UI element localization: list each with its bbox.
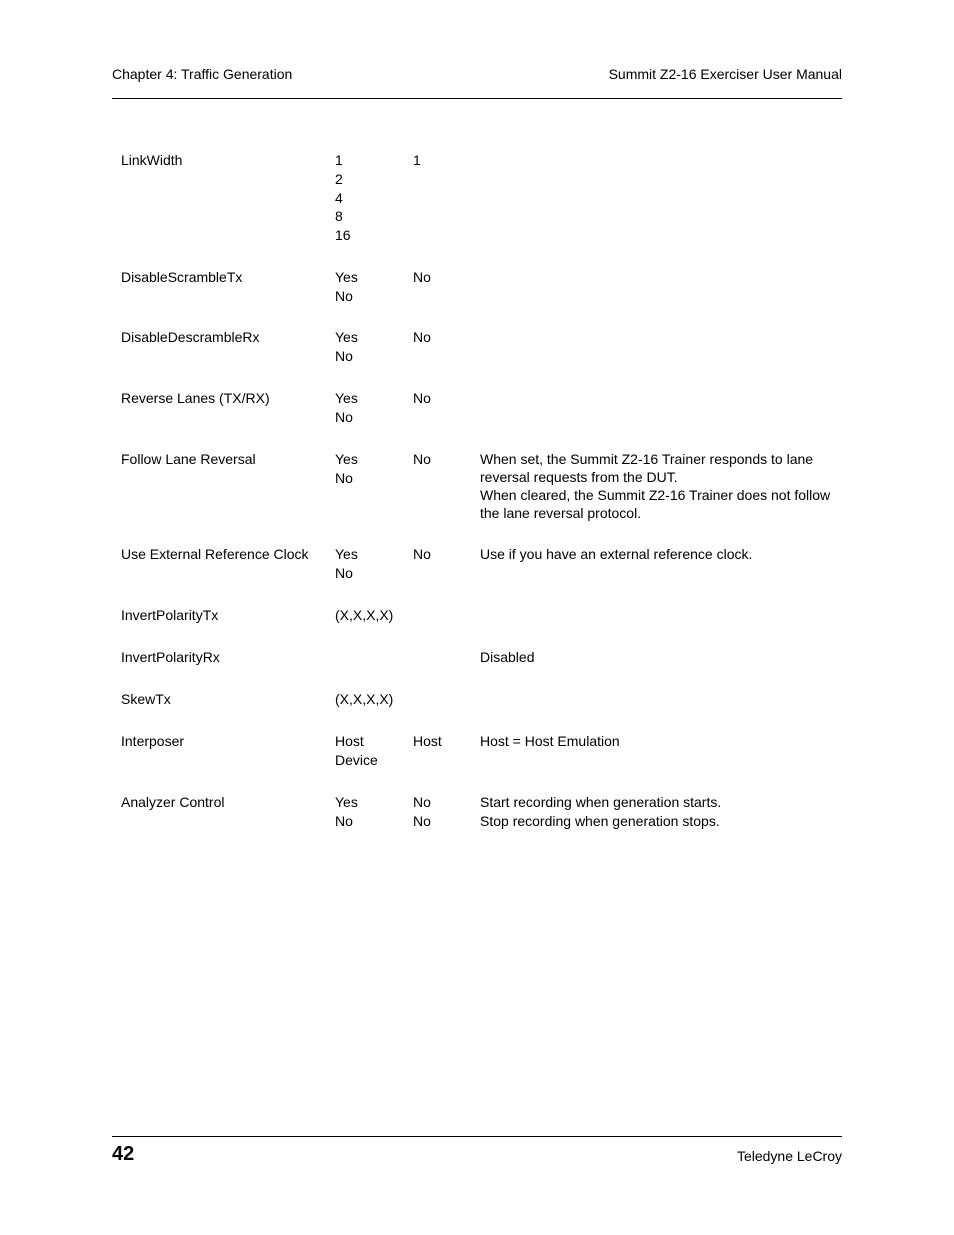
parameter-name <box>121 793 326 812</box>
page-number: 42 <box>112 1143 135 1165</box>
parameter-name <box>121 389 326 408</box>
parameter-description-text: When cleared, the Summit Z2-16 Trainer does not follow the lane reversal protocol. <box>480 487 831 521</box>
parameter-description <box>480 648 842 667</box>
parameter-value: Yes <box>335 269 358 285</box>
parameter-name <box>121 732 326 751</box>
parameter-default-value: 1 <box>413 152 421 168</box>
parameter-default-value: No <box>413 269 431 285</box>
parameter-value: 2 <box>335 170 343 187</box>
parameter-name <box>121 151 326 170</box>
parameter-value: 16 <box>335 227 351 244</box>
parameter-name-text: InvertPolarityTx <box>121 607 219 623</box>
parameter-default <box>413 151 475 170</box>
parameter-name <box>121 545 326 564</box>
parameter-name-text: DisableScrambleTx <box>121 269 243 285</box>
parameter-value: 1 <box>335 152 343 168</box>
parameter-name <box>121 328 326 347</box>
parameter-value: No <box>335 564 353 581</box>
parameter-value: Yes <box>335 546 358 562</box>
parameter-values <box>335 606 405 625</box>
parameter-name <box>121 268 326 287</box>
parameter-values <box>335 450 405 488</box>
parameter-name-text: LinkWidth <box>121 152 183 168</box>
parameter-default-value: No <box>413 451 431 467</box>
footer-rule <box>112 1136 842 1137</box>
parameter-value: No <box>335 347 353 364</box>
footer-brand: Teledyne LeCroy <box>736 1148 842 1164</box>
parameter-name-text: InvertPolarityRx <box>121 649 220 665</box>
parameter-values <box>335 732 405 770</box>
parameter-default <box>413 545 475 564</box>
parameter-name <box>121 690 326 709</box>
parameter-value: 8 <box>335 208 343 225</box>
parameter-default <box>413 328 475 347</box>
parameter-description-text: When set, the Summit Z2-16 Trainer responds to lane reversal requests from the DUT. <box>480 451 814 485</box>
parameter-description <box>480 732 842 751</box>
parameter-value: Device <box>335 751 378 768</box>
parameter-value: No <box>335 812 353 829</box>
parameter-value: No <box>335 287 353 304</box>
parameter-value: No <box>335 469 353 486</box>
parameter-description-text: Disabled <box>480 649 535 665</box>
parameter-description-text: Start recording when generation starts. <box>480 794 722 810</box>
parameter-default <box>413 450 475 469</box>
parameter-values <box>335 268 405 306</box>
parameter-value: 4 <box>335 189 343 206</box>
parameter-default-value: No <box>413 390 431 406</box>
parameter-values <box>335 328 405 366</box>
parameter-name-text: Interposer <box>121 733 185 749</box>
parameter-default-value: No <box>413 812 431 829</box>
parameter-description <box>480 545 842 564</box>
parameter-default-value: No <box>413 794 431 810</box>
parameter-values <box>335 545 405 583</box>
parameter-default <box>413 268 475 287</box>
parameter-value: Yes <box>335 329 358 345</box>
parameter-value: Yes <box>335 794 358 810</box>
parameter-name-text: Use External Reference Clock <box>121 546 309 562</box>
parameter-description <box>480 793 842 831</box>
parameter-name-text: Analyzer Control <box>121 794 225 810</box>
header-rule <box>112 98 842 99</box>
parameter-value: Host <box>335 733 364 749</box>
running-header-chapter: Chapter 4: Traffic Generation <box>112 66 293 82</box>
parameter-value: (X,X,X,X) <box>335 691 394 707</box>
parameter-default <box>413 732 475 751</box>
parameter-name <box>121 648 326 667</box>
parameter-description-text: Use if you have an external reference clock. <box>480 546 753 562</box>
parameter-values <box>335 793 405 831</box>
parameter-name-text: Reverse Lanes (TX/RX) <box>121 390 270 406</box>
parameter-value: No <box>335 408 353 425</box>
parameter-value: Yes <box>335 390 358 406</box>
parameter-default-value: No <box>413 329 431 345</box>
parameter-values <box>335 690 405 709</box>
parameter-name-text: DisableDescrambleRx <box>121 329 260 345</box>
parameter-name-text: Follow Lane Reversal <box>121 451 256 467</box>
parameter-default-value: Host <box>413 733 442 749</box>
parameter-values <box>335 389 405 427</box>
parameter-default <box>413 793 475 831</box>
parameter-name <box>121 450 326 469</box>
running-header-manual-title: Summit Z2-16 Exerciser User Manual <box>608 66 842 82</box>
parameter-default-value: No <box>413 546 431 562</box>
parameter-name-text: SkewTx <box>121 691 171 707</box>
parameter-values <box>335 151 405 245</box>
parameter-description <box>480 450 842 522</box>
parameter-default <box>413 389 475 408</box>
parameter-value: (X,X,X,X) <box>335 607 394 623</box>
parameter-description-text: Host = Host Emulation <box>480 733 620 749</box>
parameter-description-text: Stop recording when generation stops. <box>480 812 720 829</box>
parameter-name <box>121 606 326 625</box>
parameter-value: Yes <box>335 451 358 467</box>
